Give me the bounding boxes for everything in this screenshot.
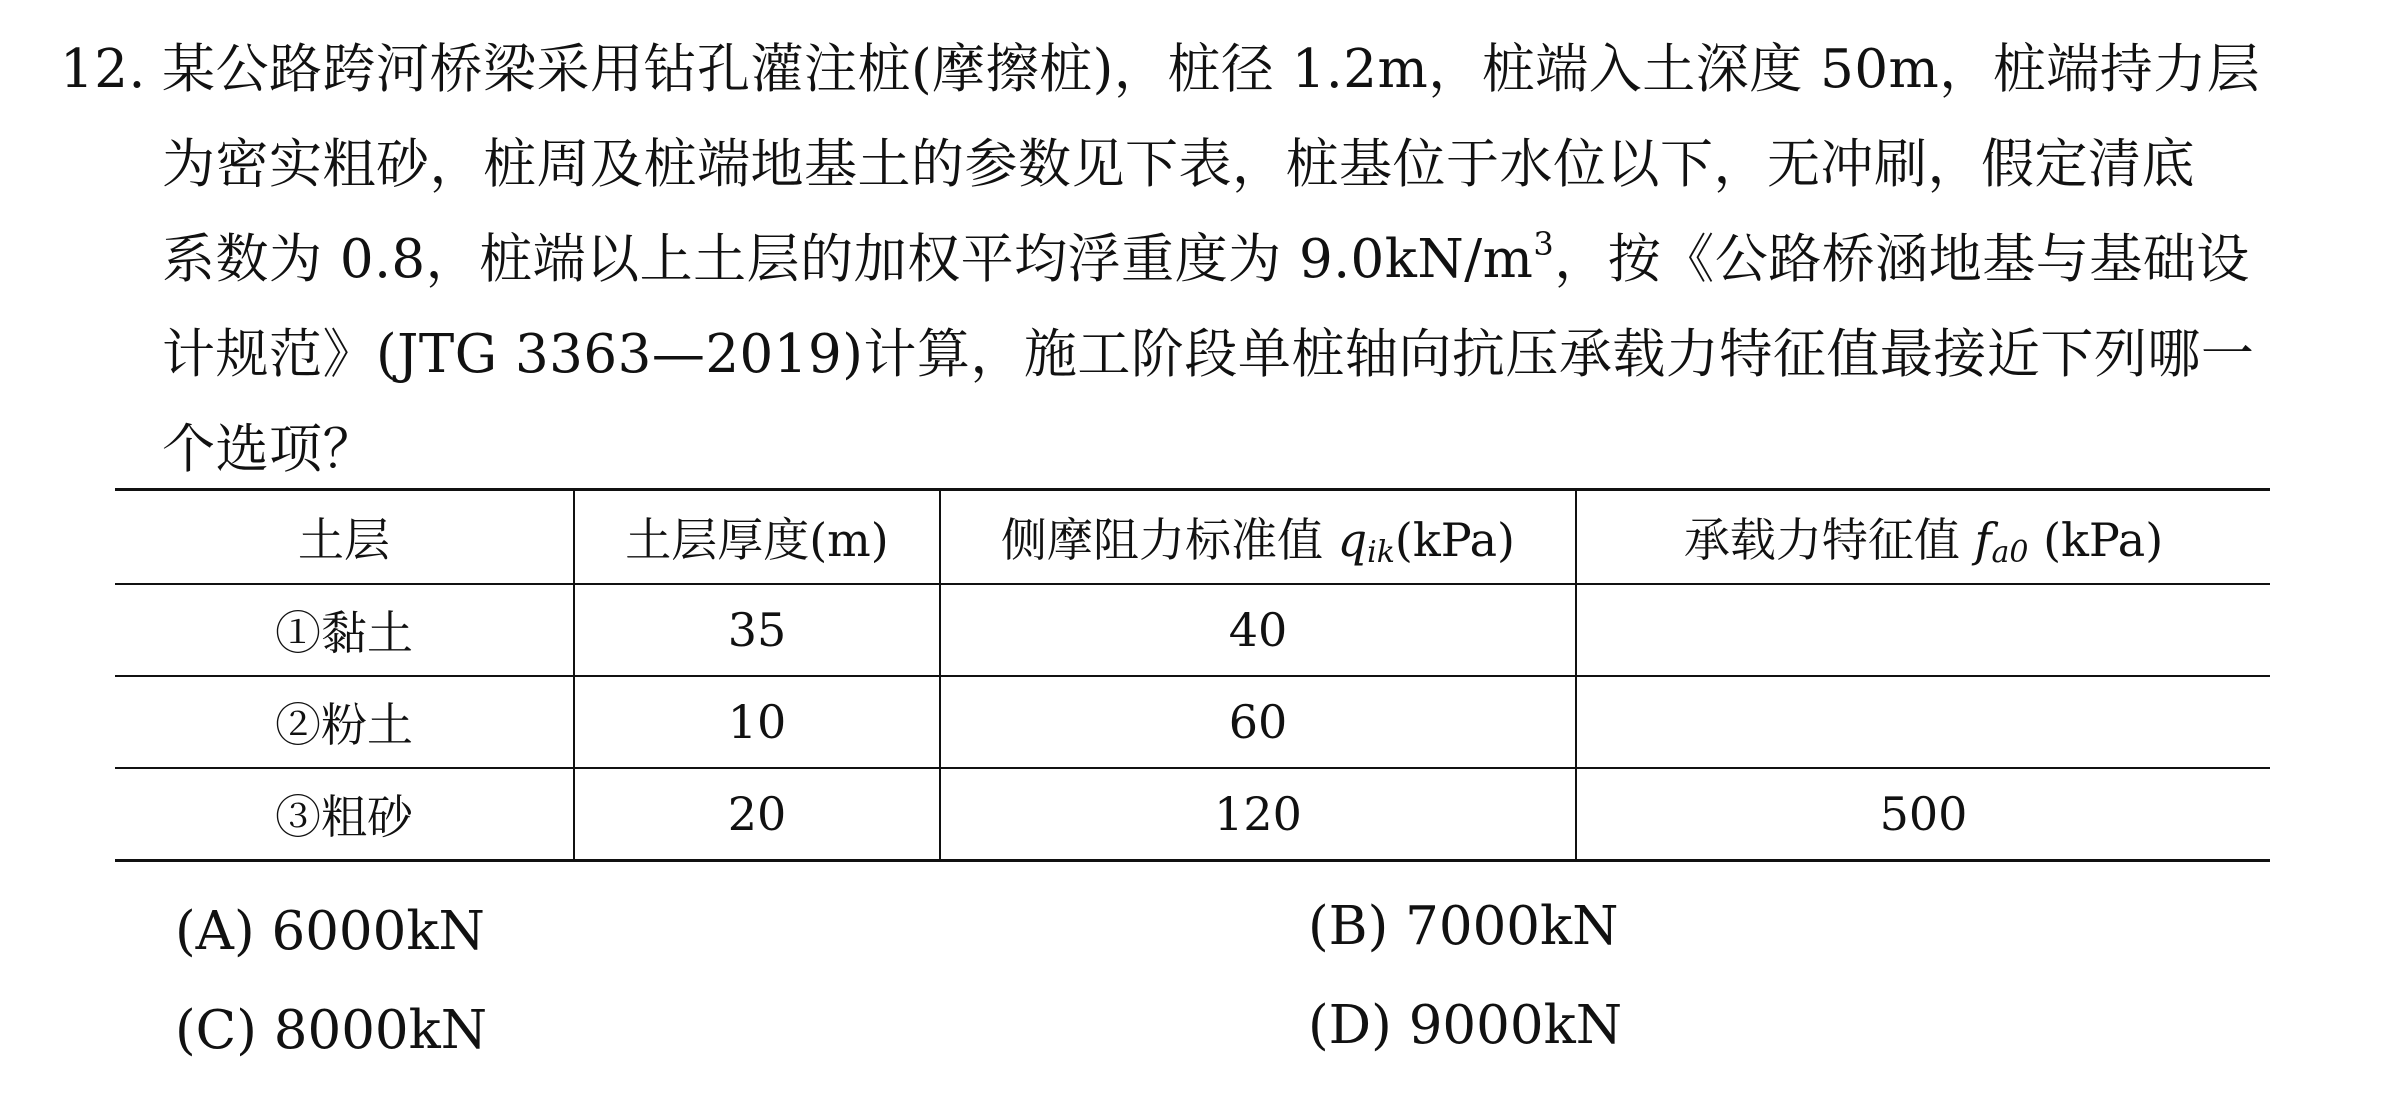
option-d: (D) 9000kN xyxy=(1308,995,1623,1056)
header-unit: (kPa) xyxy=(2028,513,2164,567)
soil-parameter-table xyxy=(115,488,2270,862)
question-line-4 xyxy=(60,307,2340,402)
table-header-row xyxy=(115,490,2270,585)
question-text-line xyxy=(162,212,2250,307)
table-row xyxy=(115,584,2270,676)
header-text: 侧摩阻力标准值 xyxy=(1001,513,1338,567)
symbol-subscript: a0 xyxy=(1991,535,2029,570)
table-row xyxy=(115,676,2270,768)
cell-layer: ②粉土 xyxy=(115,676,574,768)
table-row xyxy=(115,768,2270,861)
cell-friction: 60 xyxy=(940,676,1576,768)
question-text-line: 个选项？ xyxy=(162,419,376,480)
question-text-line: 为密实粗砂，桩周及桩端地基土的参数见下表，桩基位于水位以下，无冲刷，假定清底 xyxy=(162,134,2195,195)
option-a: (A) 6000kN xyxy=(175,901,485,962)
cell-friction: 120 xyxy=(940,768,1576,861)
header-text: 承载力特征值 xyxy=(1683,513,1975,567)
question-block xyxy=(60,22,2340,497)
question-text-line: 某公路跨河桥梁采用钻孔灌注桩(摩擦桩)，桩径 1.2m，桩端入土深度 50m，桩端持力层 xyxy=(162,39,2261,100)
question-text-line: 计规范》(JTG 3363—2019)计算，施工阶段单桩轴向抗压承载力特征值最接近下列哪一 xyxy=(162,324,2255,385)
cell-capacity xyxy=(1576,584,2270,676)
header-unit: (kPa) xyxy=(1394,513,1515,567)
cell-friction: 40 xyxy=(940,584,1576,676)
question-number: 12. xyxy=(60,39,146,100)
symbol-q: q xyxy=(1337,513,1368,567)
cell-capacity: 500 xyxy=(1576,768,2270,861)
cell-layer: ①黏土 xyxy=(115,584,574,676)
header-soil-layer: 土层 xyxy=(115,490,574,585)
symbol-subscript: ik xyxy=(1367,535,1395,570)
cell-thickness: 10 xyxy=(574,676,940,768)
header-bearing-capacity xyxy=(1576,490,2270,585)
option-b: (B) 7000kN xyxy=(1308,896,1619,957)
cell-thickness: 20 xyxy=(574,768,940,861)
cell-thickness: 35 xyxy=(574,584,940,676)
option-c: (C) 8000kN xyxy=(175,1000,488,1061)
question-line-1 xyxy=(60,22,2340,117)
question-text-segment: 系数为 0.8，桩端以上土层的加权平均浮重度为 9.0kN/m xyxy=(162,229,1534,290)
cell-capacity xyxy=(1576,676,2270,768)
header-layer-thickness: 土层厚度(m) xyxy=(574,490,940,585)
question-line-5 xyxy=(60,402,2340,497)
header-side-friction xyxy=(940,490,1576,585)
question-line-2 xyxy=(60,117,2340,212)
cell-layer: ③粗砂 xyxy=(115,768,574,861)
question-line-3 xyxy=(60,212,2340,307)
question-text-segment: ，按《公路桥涵地基与基础设 xyxy=(1554,229,2250,290)
unit-superscript: 3 xyxy=(1533,225,1555,263)
symbol-f: f xyxy=(1974,513,1992,567)
